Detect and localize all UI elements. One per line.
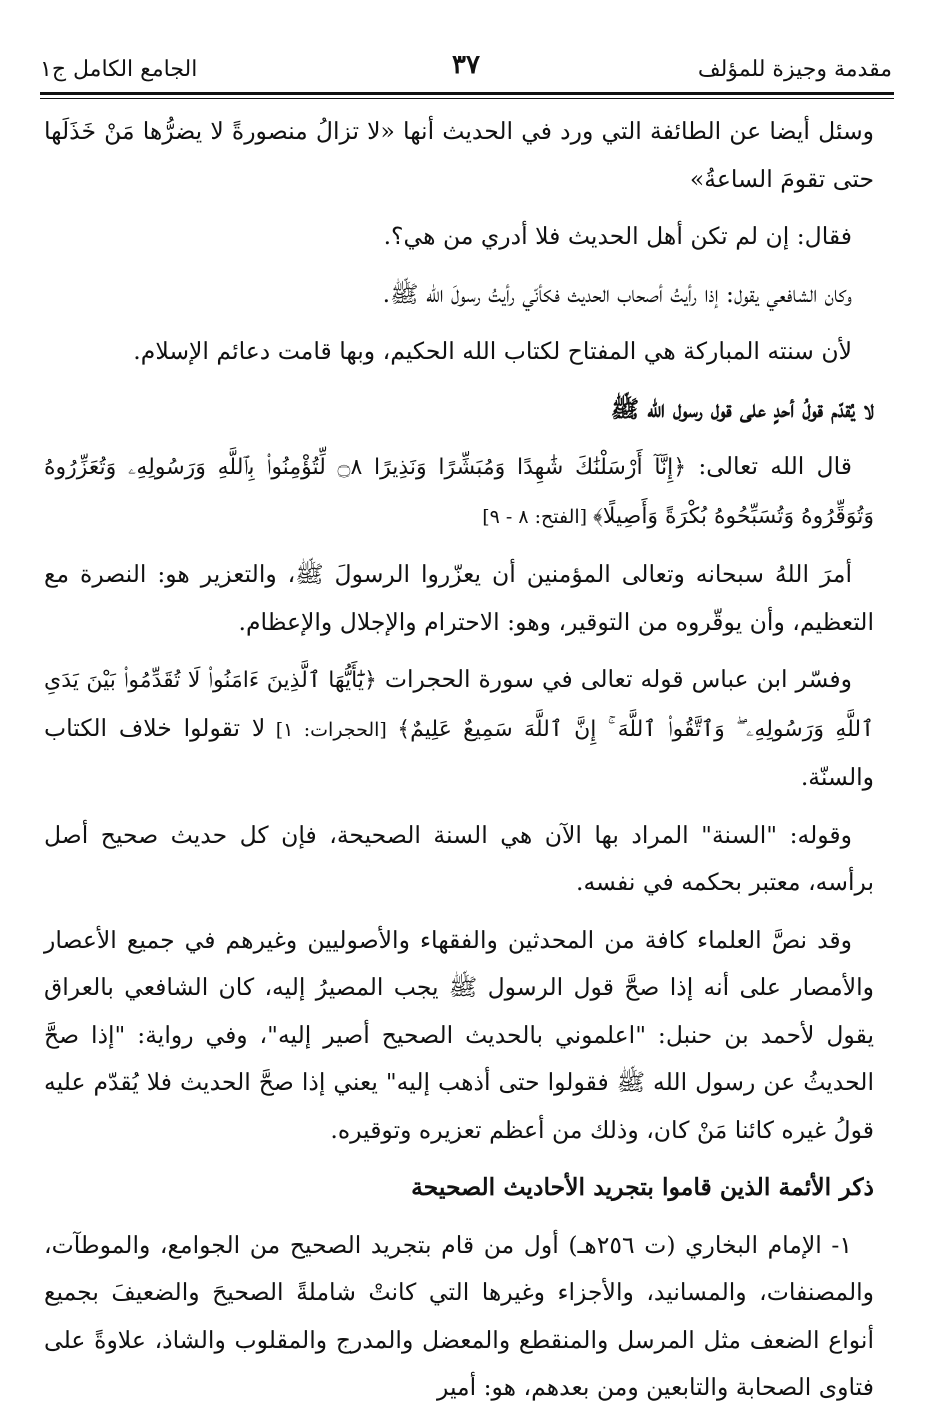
paragraph-quran-citation bbox=[44, 656, 874, 802]
paragraph: فقال: إن لم تكن أهل الحديث فلا أدري من هي؟. bbox=[383, 222, 852, 250]
header-rule-thick bbox=[40, 92, 894, 95]
header-chapter-title: مقدمة وجيزة للمؤلف bbox=[697, 56, 892, 82]
header-book-title: الجامع الكامل ج١ bbox=[40, 56, 198, 82]
paragraph: لأن سنته المباركة هي المفتاح لكتاب الله الحكيم، وبها قامت دعائم الإسلام. bbox=[133, 337, 852, 365]
verse-reference: [الفتح: ٨ - ٩] bbox=[482, 505, 594, 528]
paragraph: وقد نصَّ العلماء كافة من المحدثين والفقهاء والأصوليين وغيرهم في جميع الأعصار والأمصار على أنه إذا صحَّ قول الرسول ﷺ يجب المصيرُ إليه، كان الشافعي بالعراق يقول لأحمد بن حنبل: "اعلموني بالحديث الصحيح أصير إليه"، وفي رواية: "إذا صحَّ الحديثُ عن رسول الله ﷺ فقولوا حتى أذهب إليه" يعني إذا صحَّ الحديث فلا يُقدّم عليه قولُ غيره كائنا مَنْ كان، وذلك من أعظم تعزيره وتوقيره. bbox=[44, 925, 874, 1144]
verse-reference: [الحجرات: ١] bbox=[265, 718, 398, 741]
page-number: ٣٧ bbox=[452, 50, 480, 80]
section-heading: ذكر الأئمة الذين قاموا بتجريد الأحاديث الصحيحة bbox=[411, 1173, 874, 1201]
paragraph: وكان الشافعي يقول: إذا رأيتُ أصحاب الحديث فكأنّي رأيتُ رسولَ الله ﷺ. bbox=[382, 279, 852, 308]
paragraph: وسئل أيضا عن الطائفة التي ورد في الحديث أنها «لا تزالُ منصورةً لا يضرُّها مَنْ خَذَلَها حتى تقومَ الساعةُ» bbox=[44, 117, 874, 193]
quran-verse: ﴿إِنَّآ أَرْسَلْنَٰكَ شَٰهِدًا وَمُبَشِّرًا وَنَذِيرًا ۝٨ لِّتُؤْمِنُوا۟ بِٱللَّهِ وَرَسُولِهِۦ وَتُعَزِّرُوهُ وَتُوَقِّرُوهُ وَتُسَبِّحُوهُ بُكْرَةً وَأَصِيلًا﴾ bbox=[44, 455, 874, 529]
section-heading: لا يُقدّم قولُ أحدٍ على قول رسول الله ﷺ bbox=[610, 394, 874, 423]
paragraph: وقوله: "السنة" المراد بها الآن هي السنة الصحيحة، فإن كل حديث صحيح أصل برأسه، معتبر بحكمه في نفسه. bbox=[44, 820, 874, 896]
running-header bbox=[40, 52, 892, 86]
paragraph: أمرَ اللهُ سبحانه وتعالى المؤمنين أن يعزّروا الرسولَ ﷺ، والتعزير هو: النصرة مع التعظيم، وأن يوقّروه من التوقير، وهو: الاحترام والإجلال والإعظام. bbox=[44, 560, 874, 636]
paragraph-intro: قال الله تعالى: bbox=[686, 452, 852, 480]
body-text bbox=[44, 108, 874, 1412]
paragraph-intro: وفسّر ابن عباس قوله تعالى في سورة الحجرات bbox=[376, 665, 853, 693]
paragraph-rest: لا تقولوا خلاف الكتاب والسنّة. bbox=[44, 713, 874, 791]
header-rule-thin bbox=[40, 98, 894, 99]
paragraph-quran-citation bbox=[44, 443, 874, 541]
quran-verse: ﴿يَٰٓأَيُّهَا ٱلَّذِينَ ءَامَنُوا۟ لَا تُقَدِّمُوا۟ بَيْنَ يَدَىِ ٱللَّهِ وَرَسُولِهِۦ ۖ وَٱتَّقُوا۟ ٱللَّهَ ۚ إِنَّ ٱللَّهَ سَمِيعٌ عَلِيمٌ﴾ bbox=[44, 668, 874, 742]
paragraph: ١- الإمام البخاري (ت ٢٥٦هـ) أول من قام بتجريد الصحيح من الجوامع، والموطآت، والمصنفات، والمسانيد، والأجزاء وغيرها التي كانتْ شاملةً الصحيحَ والضعيفَ بجميع أنواع الضعف مثل المرسل والمنقطع والمعضل والمدرج والمقلوب والشاذ، علاوةً على فتاوى الصحابة والتابعين ومن بعدهم، هو: أمير bbox=[44, 1230, 874, 1401]
